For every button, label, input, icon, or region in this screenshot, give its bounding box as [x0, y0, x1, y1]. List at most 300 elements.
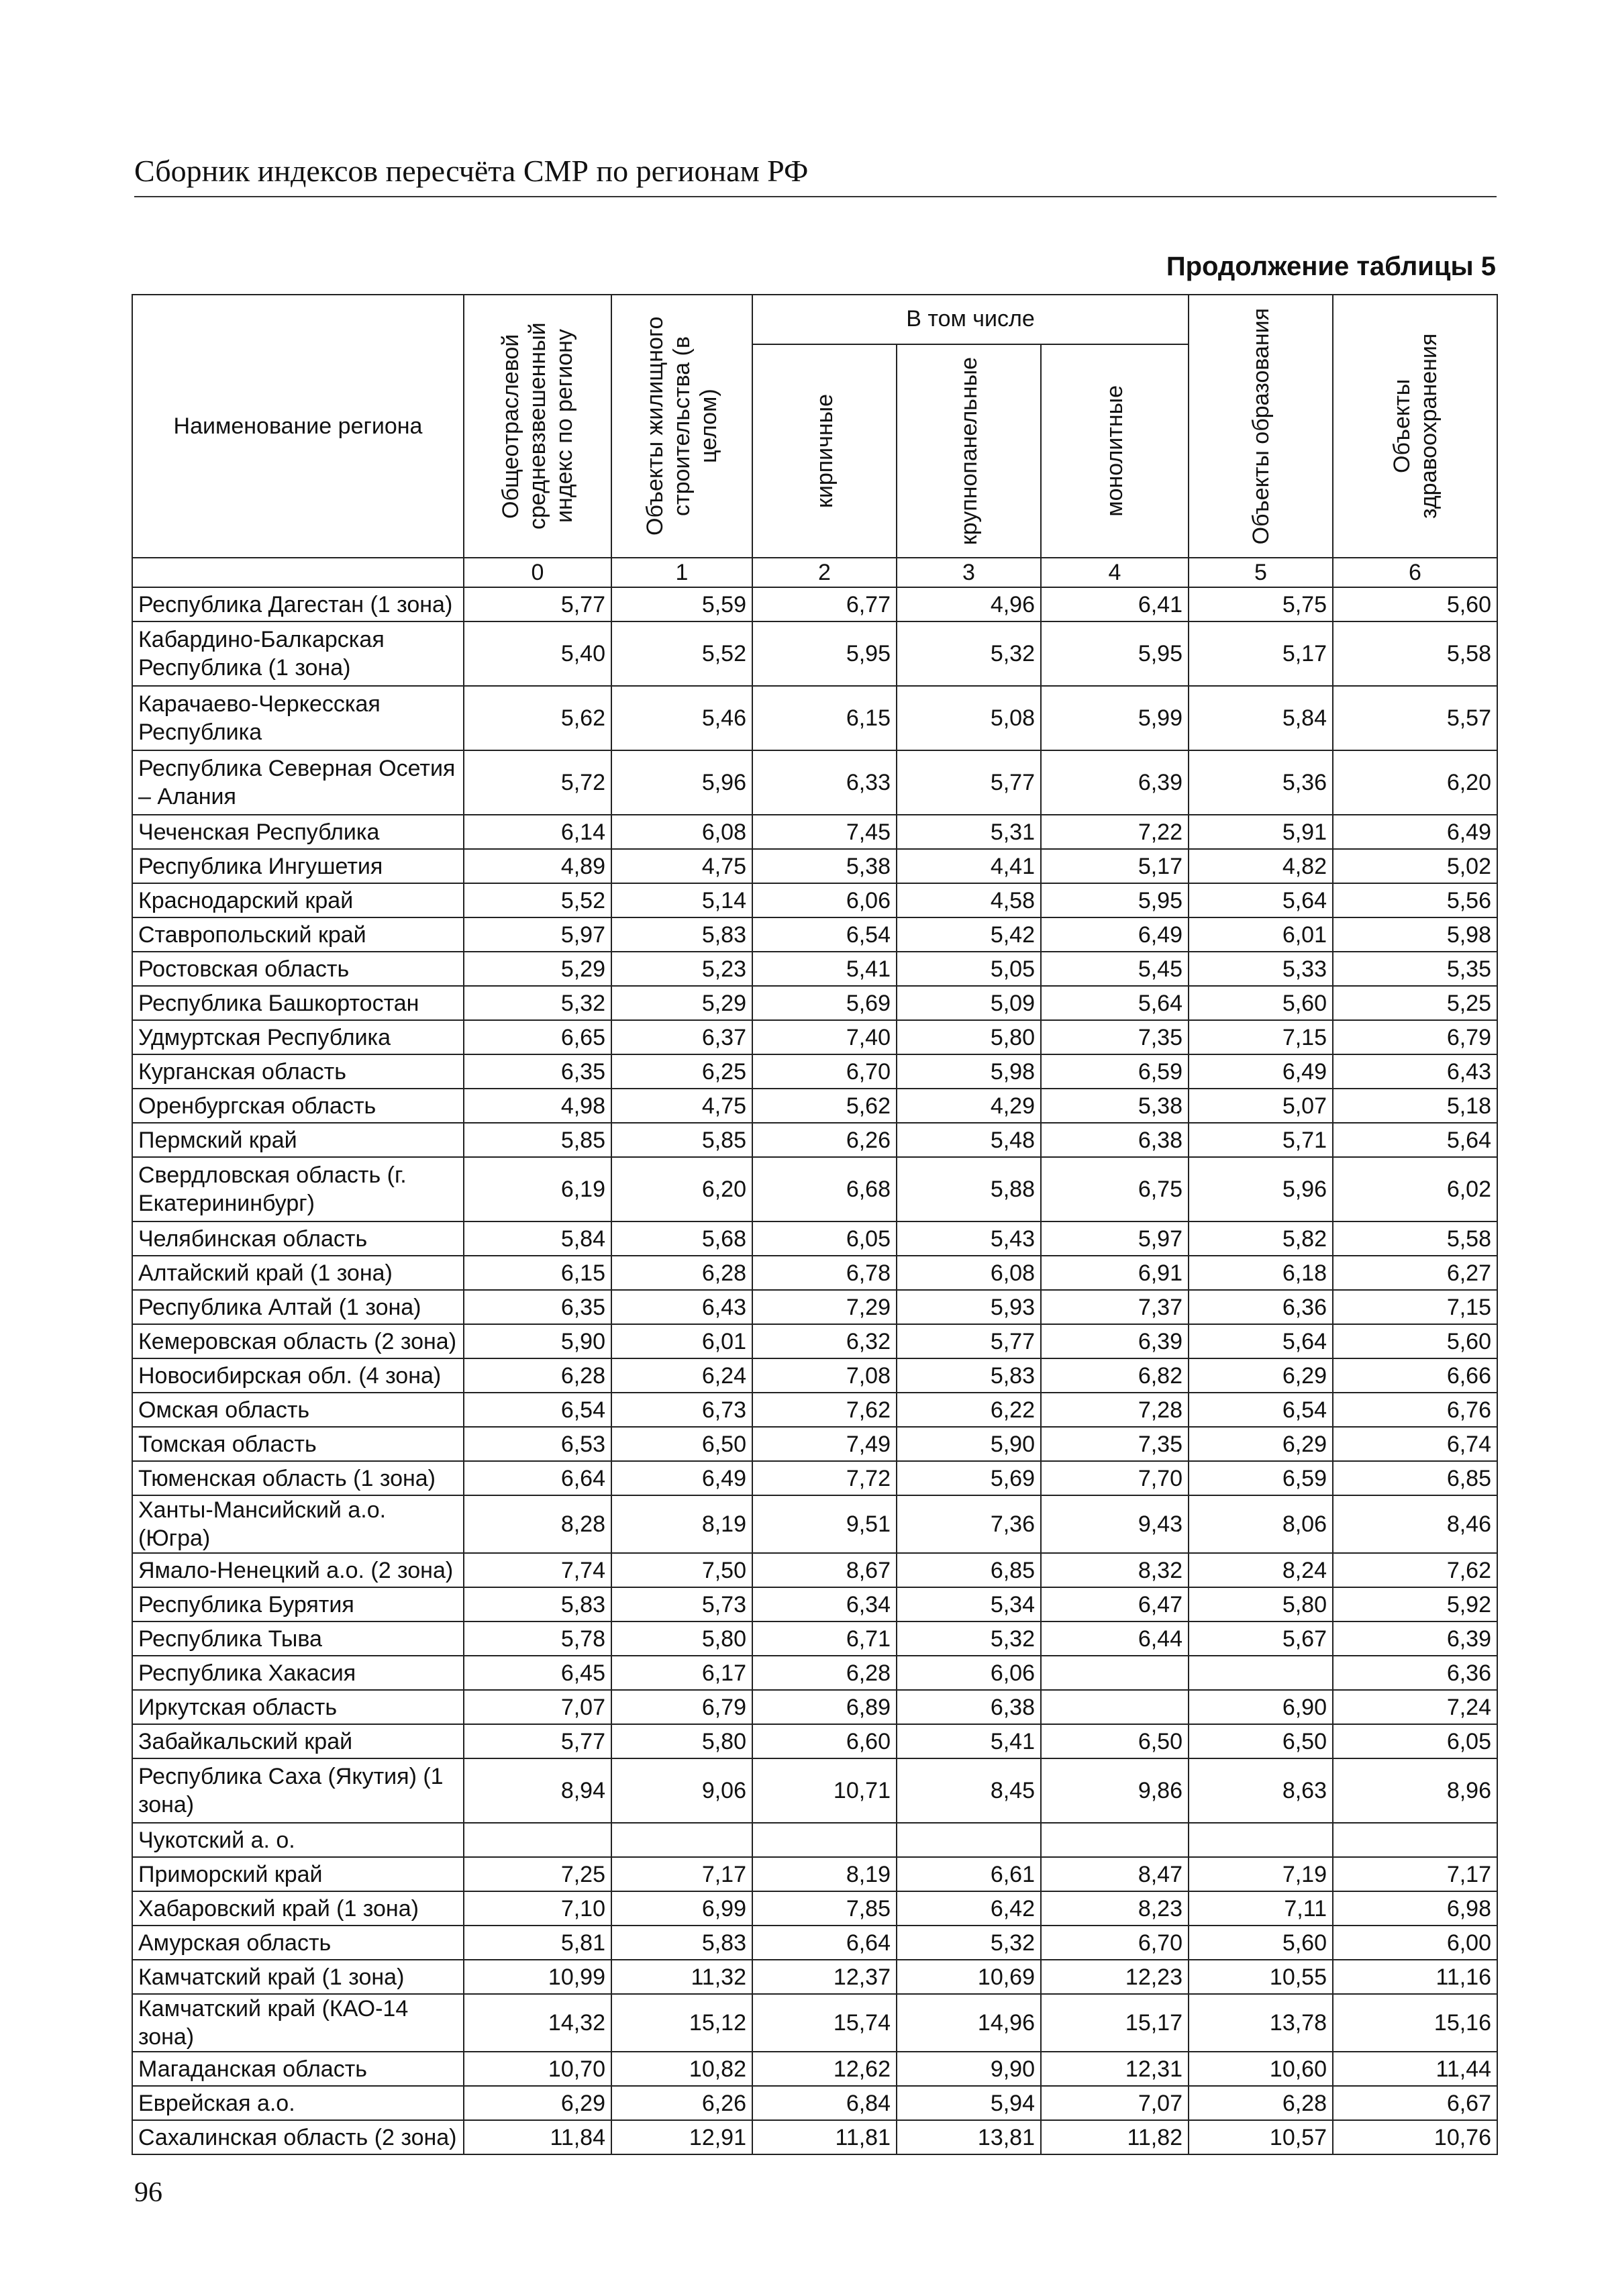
value-cell-col5: 5,67 [1189, 1621, 1333, 1656]
value-cell-col1: 5,83 [611, 1926, 752, 1960]
value-cell-col1: 6,20 [611, 1157, 752, 1221]
column-numbers-row [132, 558, 1497, 587]
value-cell-col1: 6,24 [611, 1358, 752, 1393]
table-row [132, 1157, 1497, 1221]
value-cell-col6: 5,58 [1333, 1221, 1497, 1256]
value-cell-col6: 5,25 [1333, 986, 1497, 1020]
value-cell-col0: 6,35 [464, 1290, 611, 1324]
value-cell-col0: 5,90 [464, 1324, 611, 1358]
value-cell-col5: 7,19 [1189, 1857, 1333, 1891]
value-cell-col5: 5,64 [1189, 1324, 1333, 1358]
value-cell-col3: 5,69 [897, 1461, 1041, 1495]
value-cell-col2: 6,06 [752, 883, 897, 917]
region-name: Амурская область [132, 1926, 464, 1960]
value-cell-col6: 6,67 [1333, 2086, 1497, 2120]
region-name: Еврейская а.о. [132, 2086, 464, 2120]
value-cell-col1: 8,19 [611, 1495, 752, 1553]
table-row [132, 1290, 1497, 1324]
region-name: Пермский край [132, 1123, 464, 1157]
value-cell-col5: 6,49 [1189, 1054, 1333, 1089]
value-cell-col3: 5,41 [897, 1724, 1041, 1758]
value-cell-col3: 6,08 [897, 1256, 1041, 1290]
value-cell-col3: 6,06 [897, 1656, 1041, 1690]
region-name: Иркутская область [132, 1690, 464, 1724]
value-cell-col0: 7,74 [464, 1553, 611, 1587]
value-cell-col4 [1041, 1656, 1189, 1690]
value-cell-col4: 11,82 [1041, 2120, 1189, 2154]
value-cell-col2: 6,68 [752, 1157, 897, 1221]
value-cell-col5: 13,78 [1189, 1994, 1333, 2052]
region-name: Республика Саха (Якутия) (1 зона) [132, 1758, 464, 1823]
value-cell-col2: 6,28 [752, 1656, 897, 1690]
value-cell-col0: 5,52 [464, 883, 611, 917]
value-cell-col6: 5,64 [1333, 1123, 1497, 1157]
value-cell-col3: 4,58 [897, 883, 1041, 917]
value-cell-col4: 9,43 [1041, 1495, 1189, 1553]
value-cell-col5: 5,91 [1189, 815, 1333, 849]
value-cell-col2: 6,54 [752, 917, 897, 952]
value-cell-col1: 6,99 [611, 1891, 752, 1926]
col6-header [1333, 295, 1497, 558]
value-cell-col3: 5,93 [897, 1290, 1041, 1324]
value-cell-col6 [1333, 1823, 1497, 1857]
value-cell-col3: 5,43 [897, 1221, 1041, 1256]
value-cell-col6: 7,62 [1333, 1553, 1497, 1587]
region-name: Камчатский край (КАО-14 зона) [132, 1994, 464, 2052]
value-cell-col4: 5,17 [1041, 849, 1189, 883]
table-row [132, 1960, 1497, 1994]
value-cell-col5: 6,29 [1189, 1358, 1333, 1393]
table-row [132, 1495, 1497, 1553]
value-cell-col0: 5,81 [464, 1926, 611, 1960]
value-cell-col2: 6,05 [752, 1221, 897, 1256]
value-cell-col3: 5,05 [897, 952, 1041, 986]
header-rule [134, 196, 1497, 197]
region-name: Удмуртская Республика [132, 1020, 464, 1054]
value-cell-col0: 6,14 [464, 815, 611, 849]
value-cell-col6: 10,76 [1333, 2120, 1497, 2154]
value-cell-col2: 7,08 [752, 1358, 897, 1393]
value-cell-col2: 7,72 [752, 1461, 897, 1495]
region-name: Карачаево-Черкесская Республика [132, 686, 464, 750]
value-cell-col4: 6,50 [1041, 1724, 1189, 1758]
region-name: Республика Бурятия [132, 1587, 464, 1621]
value-cell-col0: 6,15 [464, 1256, 611, 1290]
value-cell-col3: 5,77 [897, 750, 1041, 815]
value-cell-col2: 5,41 [752, 952, 897, 986]
value-cell-col3: 10,69 [897, 1960, 1041, 1994]
value-cell-col4: 5,97 [1041, 1221, 1189, 1256]
value-cell-col0: 8,94 [464, 1758, 611, 1823]
table-row [132, 2086, 1497, 2120]
value-cell-col4: 6,39 [1041, 1324, 1189, 1358]
value-cell-col2: 7,29 [752, 1290, 897, 1324]
table-row [132, 1089, 1497, 1123]
value-cell-col0: 6,64 [464, 1461, 611, 1495]
value-cell-col2: 6,33 [752, 750, 897, 815]
value-cell-col0: 5,29 [464, 952, 611, 986]
value-cell-col1: 5,29 [611, 986, 752, 1020]
value-cell-col5: 5,36 [1189, 750, 1333, 815]
column-number: 4 [1041, 558, 1189, 587]
value-cell-col2: 15,74 [752, 1994, 897, 2052]
value-cell-col5: 8,24 [1189, 1553, 1333, 1587]
value-cell-col1: 5,85 [611, 1123, 752, 1157]
value-cell-col6: 7,24 [1333, 1690, 1497, 1724]
value-cell-col6: 6,39 [1333, 1621, 1497, 1656]
value-cell-col2: 5,62 [752, 1089, 897, 1123]
value-cell-col5: 5,07 [1189, 1089, 1333, 1123]
value-cell-col5: 10,57 [1189, 2120, 1333, 2154]
value-cell-col0: 4,89 [464, 849, 611, 883]
value-cell-col1: 6,37 [611, 1020, 752, 1054]
table-row [132, 1553, 1497, 1587]
value-cell-col2: 6,70 [752, 1054, 897, 1089]
table-row [132, 1857, 1497, 1891]
value-cell-col3: 5,88 [897, 1157, 1041, 1221]
value-cell-col4: 8,32 [1041, 1553, 1189, 1587]
value-cell-col6: 5,18 [1333, 1089, 1497, 1123]
table-row [132, 1690, 1497, 1724]
value-cell-col5: 6,18 [1189, 1256, 1333, 1290]
col1-header [611, 295, 752, 558]
value-cell-col1: 7,50 [611, 1553, 752, 1587]
value-cell-col5: 10,55 [1189, 1960, 1333, 1994]
value-cell-col2: 6,89 [752, 1690, 897, 1724]
value-cell-col0: 7,10 [464, 1891, 611, 1926]
table-row [132, 587, 1497, 621]
value-cell-col3: 5,09 [897, 986, 1041, 1020]
region-name: Сахалинская область (2 зона) [132, 2120, 464, 2154]
value-cell-col2: 6,71 [752, 1621, 897, 1656]
region-name: Республика Башкортостан [132, 986, 464, 1020]
value-cell-col1: 7,17 [611, 1857, 752, 1891]
region-name: Приморский край [132, 1857, 464, 1891]
value-cell-col1: 6,79 [611, 1690, 752, 1724]
value-cell-col0: 5,77 [464, 587, 611, 621]
value-cell-col4: 12,31 [1041, 2052, 1189, 2086]
value-cell-col1: 9,06 [611, 1758, 752, 1823]
value-cell-col4: 6,41 [1041, 587, 1189, 621]
value-cell-col6: 6,98 [1333, 1891, 1497, 1926]
table-row [132, 1054, 1497, 1089]
value-cell-col3 [897, 1823, 1041, 1857]
value-cell-col1: 12,91 [611, 2120, 752, 2154]
value-cell-col3: 7,36 [897, 1495, 1041, 1553]
value-cell-col5: 8,06 [1189, 1495, 1333, 1553]
table-row [132, 1724, 1497, 1758]
value-cell-col0: 8,28 [464, 1495, 611, 1553]
value-cell-col4: 5,38 [1041, 1089, 1189, 1123]
region-name: Чеченская Республика [132, 815, 464, 849]
value-cell-col3: 9,90 [897, 2052, 1041, 2086]
value-cell-col4: 6,38 [1041, 1123, 1189, 1157]
value-cell-col5: 5,60 [1189, 1926, 1333, 1960]
value-cell-col2: 9,51 [752, 1495, 897, 1553]
table-row [132, 1427, 1497, 1461]
value-cell-col4: 5,95 [1041, 621, 1189, 686]
value-cell-col3: 5,32 [897, 621, 1041, 686]
table-row [132, 1621, 1497, 1656]
value-cell-col2: 6,64 [752, 1926, 897, 1960]
value-cell-col6: 7,15 [1333, 1290, 1497, 1324]
value-cell-col4 [1041, 1690, 1189, 1724]
value-cell-col1: 5,23 [611, 952, 752, 986]
table-row [132, 1461, 1497, 1495]
column-number: 2 [752, 558, 897, 587]
region-name: Республика Хакасия [132, 1656, 464, 1690]
value-cell-col1: 6,17 [611, 1656, 752, 1690]
value-cell-col5: 7,11 [1189, 1891, 1333, 1926]
region-name: Курганская область [132, 1054, 464, 1089]
value-cell-col3: 4,29 [897, 1089, 1041, 1123]
value-cell-col3: 6,38 [897, 1690, 1041, 1724]
col2-header [752, 344, 897, 558]
value-cell-col2: 6,32 [752, 1324, 897, 1358]
region-name: Оренбургская область [132, 1089, 464, 1123]
value-cell-col4: 5,64 [1041, 986, 1189, 1020]
value-cell-col3: 5,48 [897, 1123, 1041, 1157]
value-cell-col2: 6,77 [752, 587, 897, 621]
region-name: Кабардино-Балкарская Республика (1 зона) [132, 621, 464, 686]
region-name: Республика Тыва [132, 1621, 464, 1656]
region-name: Омская область [132, 1393, 464, 1427]
value-cell-col0: 5,72 [464, 750, 611, 815]
value-cell-col4: 7,70 [1041, 1461, 1189, 1495]
value-cell-col5: 5,75 [1189, 587, 1333, 621]
value-cell-col6: 5,58 [1333, 621, 1497, 686]
table-row [132, 883, 1497, 917]
value-cell-col5 [1189, 1656, 1333, 1690]
table-row [132, 1256, 1497, 1290]
value-cell-col3: 5,32 [897, 1621, 1041, 1656]
region-name: Камчатский край (1 зона) [132, 1960, 464, 1994]
value-cell-col6: 5,35 [1333, 952, 1497, 986]
value-cell-col5: 6,28 [1189, 2086, 1333, 2120]
value-cell-col2: 7,40 [752, 1020, 897, 1054]
region-name: Республика Алтай (1 зона) [132, 1290, 464, 1324]
value-cell-col2: 6,60 [752, 1724, 897, 1758]
value-cell-col5: 10,60 [1189, 2052, 1333, 2086]
value-cell-col6: 5,60 [1333, 1324, 1497, 1358]
value-cell-col6: 6,76 [1333, 1393, 1497, 1427]
index-table [132, 294, 1498, 2155]
value-cell-col6: 6,02 [1333, 1157, 1497, 1221]
value-cell-col4: 5,99 [1041, 686, 1189, 750]
column-number: 5 [1189, 558, 1333, 587]
col6-header-text: Объекты здравоохранения [1389, 333, 1442, 519]
value-cell-col2: 6,26 [752, 1123, 897, 1157]
value-cell-col0: 7,07 [464, 1690, 611, 1724]
value-cell-col0: 5,97 [464, 917, 611, 952]
value-cell-col2 [752, 1823, 897, 1857]
value-cell-col6: 8,96 [1333, 1758, 1497, 1823]
value-cell-col0: 5,84 [464, 1221, 611, 1256]
value-cell-col5: 8,63 [1189, 1758, 1333, 1823]
value-cell-col0: 6,54 [464, 1393, 611, 1427]
region-name: Республика Дагестан (1 зона) [132, 587, 464, 621]
value-cell-col3: 6,22 [897, 1393, 1041, 1427]
value-cell-col6: 6,74 [1333, 1427, 1497, 1461]
value-cell-col5: 6,29 [1189, 1427, 1333, 1461]
region-name: Кемеровская область (2 зона) [132, 1324, 464, 1358]
region-name: Тюменская область (1 зона) [132, 1461, 464, 1495]
region-name: Республика Северная Осетия – Алания [132, 750, 464, 815]
value-cell-col1: 6,73 [611, 1393, 752, 1427]
value-cell-col1: 5,80 [611, 1724, 752, 1758]
value-cell-col6: 15,16 [1333, 1994, 1497, 2052]
value-cell-col3: 6,42 [897, 1891, 1041, 1926]
value-cell-col3: 6,85 [897, 1553, 1041, 1587]
value-cell-col0: 6,65 [464, 1020, 611, 1054]
value-cell-col0: 5,62 [464, 686, 611, 750]
value-cell-col1: 11,32 [611, 1960, 752, 1994]
value-cell-col0: 6,45 [464, 1656, 611, 1690]
col3-header [897, 344, 1041, 558]
page-number: 96 [134, 2177, 162, 2208]
value-cell-col2: 8,67 [752, 1553, 897, 1587]
value-cell-col5: 6,50 [1189, 1724, 1333, 1758]
value-cell-col4: 7,35 [1041, 1427, 1189, 1461]
value-cell-col4: 5,45 [1041, 952, 1189, 986]
value-cell-col4: 6,59 [1041, 1054, 1189, 1089]
value-cell-col4: 7,35 [1041, 1020, 1189, 1054]
col3-header-text: крупнопанельные [956, 356, 982, 545]
region-name: Томская область [132, 1427, 464, 1461]
value-cell-col4: 15,17 [1041, 1994, 1189, 2052]
value-cell-col2: 7,62 [752, 1393, 897, 1427]
value-cell-col5: 5,82 [1189, 1221, 1333, 1256]
value-cell-col1: 15,12 [611, 1994, 752, 2052]
value-cell-col4: 8,23 [1041, 1891, 1189, 1926]
group-header: В том числе [752, 295, 1189, 344]
value-cell-col5: 4,82 [1189, 849, 1333, 883]
col0-header [464, 295, 611, 558]
value-cell-col1: 6,26 [611, 2086, 752, 2120]
value-cell-col0: 5,40 [464, 621, 611, 686]
value-cell-col5: 6,90 [1189, 1690, 1333, 1724]
value-cell-col5: 5,71 [1189, 1123, 1333, 1157]
region-name: Ямало-Ненецкий а.о. (2 зона) [132, 1553, 464, 1587]
region-name: Ростовская область [132, 952, 464, 986]
value-cell-col0: 4,98 [464, 1089, 611, 1123]
region-name: Алтайский край (1 зона) [132, 1256, 464, 1290]
value-cell-col0: 7,25 [464, 1857, 611, 1891]
column-number: 0 [464, 558, 611, 587]
value-cell-col2: 12,37 [752, 1960, 897, 1994]
value-cell-col1: 5,52 [611, 621, 752, 686]
column-number-empty [132, 558, 464, 587]
value-cell-col3: 4,96 [897, 587, 1041, 621]
value-cell-col5: 6,36 [1189, 1290, 1333, 1324]
col4-header-text: монолитные [1102, 385, 1127, 517]
col4-header [1041, 344, 1189, 558]
value-cell-col1: 5,83 [611, 917, 752, 952]
value-cell-col3: 5,77 [897, 1324, 1041, 1358]
region-name: Хабаровский край (1 зона) [132, 1891, 464, 1926]
value-cell-col4: 9,86 [1041, 1758, 1189, 1823]
value-cell-col4: 7,28 [1041, 1393, 1189, 1427]
page-header-title: Сборник индексов пересчёта СМР по регионам РФ [134, 154, 809, 188]
value-cell-col2: 7,45 [752, 815, 897, 849]
value-cell-col3: 6,61 [897, 1857, 1041, 1891]
value-cell-col6: 7,17 [1333, 1857, 1497, 1891]
table-row [132, 1587, 1497, 1621]
table-row [132, 1823, 1497, 1857]
value-cell-col2: 6,34 [752, 1587, 897, 1621]
value-cell-col3: 5,94 [897, 2086, 1041, 2120]
value-cell-col4: 6,49 [1041, 917, 1189, 952]
value-cell-col6: 5,02 [1333, 849, 1497, 883]
value-cell-col4: 7,37 [1041, 1290, 1189, 1324]
value-cell-col3: 5,32 [897, 1926, 1041, 1960]
value-cell-col6: 6,79 [1333, 1020, 1497, 1054]
col5-header-text: Объекты образования [1248, 307, 1274, 545]
value-cell-col6: 6,43 [1333, 1054, 1497, 1089]
value-cell-col5: 5,33 [1189, 952, 1333, 986]
value-cell-col0: 5,32 [464, 986, 611, 1020]
value-cell-col5: 5,84 [1189, 686, 1333, 750]
region-name: Чукотский а. о. [132, 1823, 464, 1857]
value-cell-col1: 4,75 [611, 1089, 752, 1123]
value-cell-col0: 5,83 [464, 1587, 611, 1621]
value-cell-col3: 8,45 [897, 1758, 1041, 1823]
value-cell-col1: 6,49 [611, 1461, 752, 1495]
value-cell-col1 [611, 1823, 752, 1857]
value-cell-col5: 5,17 [1189, 621, 1333, 686]
table-row [132, 1656, 1497, 1690]
table-row [132, 1324, 1497, 1358]
value-cell-col2: 12,62 [752, 2052, 897, 2086]
value-cell-col3: 5,98 [897, 1054, 1041, 1089]
region-column-header: Наименование региона [132, 295, 464, 558]
value-cell-col1: 5,46 [611, 686, 752, 750]
table-row [132, 1926, 1497, 1960]
value-cell-col0: 6,19 [464, 1157, 611, 1221]
value-cell-col5: 7,15 [1189, 1020, 1333, 1054]
value-cell-col4: 6,39 [1041, 750, 1189, 815]
value-cell-col2: 5,69 [752, 986, 897, 1020]
value-cell-col4: 6,91 [1041, 1256, 1189, 1290]
region-name: Челябинская область [132, 1221, 464, 1256]
table-row [132, 1123, 1497, 1157]
value-cell-col4: 6,75 [1041, 1157, 1189, 1221]
value-cell-col2: 6,84 [752, 2086, 897, 2120]
table-row [132, 1891, 1497, 1926]
value-cell-col3: 5,80 [897, 1020, 1041, 1054]
table-row [132, 1358, 1497, 1393]
value-cell-col6: 5,98 [1333, 917, 1497, 952]
value-cell-col4: 6,82 [1041, 1358, 1189, 1393]
value-cell-col3: 4,41 [897, 849, 1041, 883]
value-cell-col6: 11,44 [1333, 2052, 1497, 2086]
value-cell-col0 [464, 1823, 611, 1857]
value-cell-col0: 11,84 [464, 2120, 611, 2154]
value-cell-col1: 6,50 [611, 1427, 752, 1461]
value-cell-col6: 6,66 [1333, 1358, 1497, 1393]
value-cell-col3: 5,83 [897, 1358, 1041, 1393]
region-name: Свердловская область (г. Екатерининбург) [132, 1157, 464, 1221]
table-row [132, 952, 1497, 986]
value-cell-col0: 5,78 [464, 1621, 611, 1656]
table-row [132, 986, 1497, 1020]
value-cell-col2: 10,71 [752, 1758, 897, 1823]
value-cell-col2: 6,78 [752, 1256, 897, 1290]
table-body [132, 587, 1497, 2154]
value-cell-col6: 6,20 [1333, 750, 1497, 815]
value-cell-col0: 14,32 [464, 1994, 611, 2052]
table-row [132, 849, 1497, 883]
